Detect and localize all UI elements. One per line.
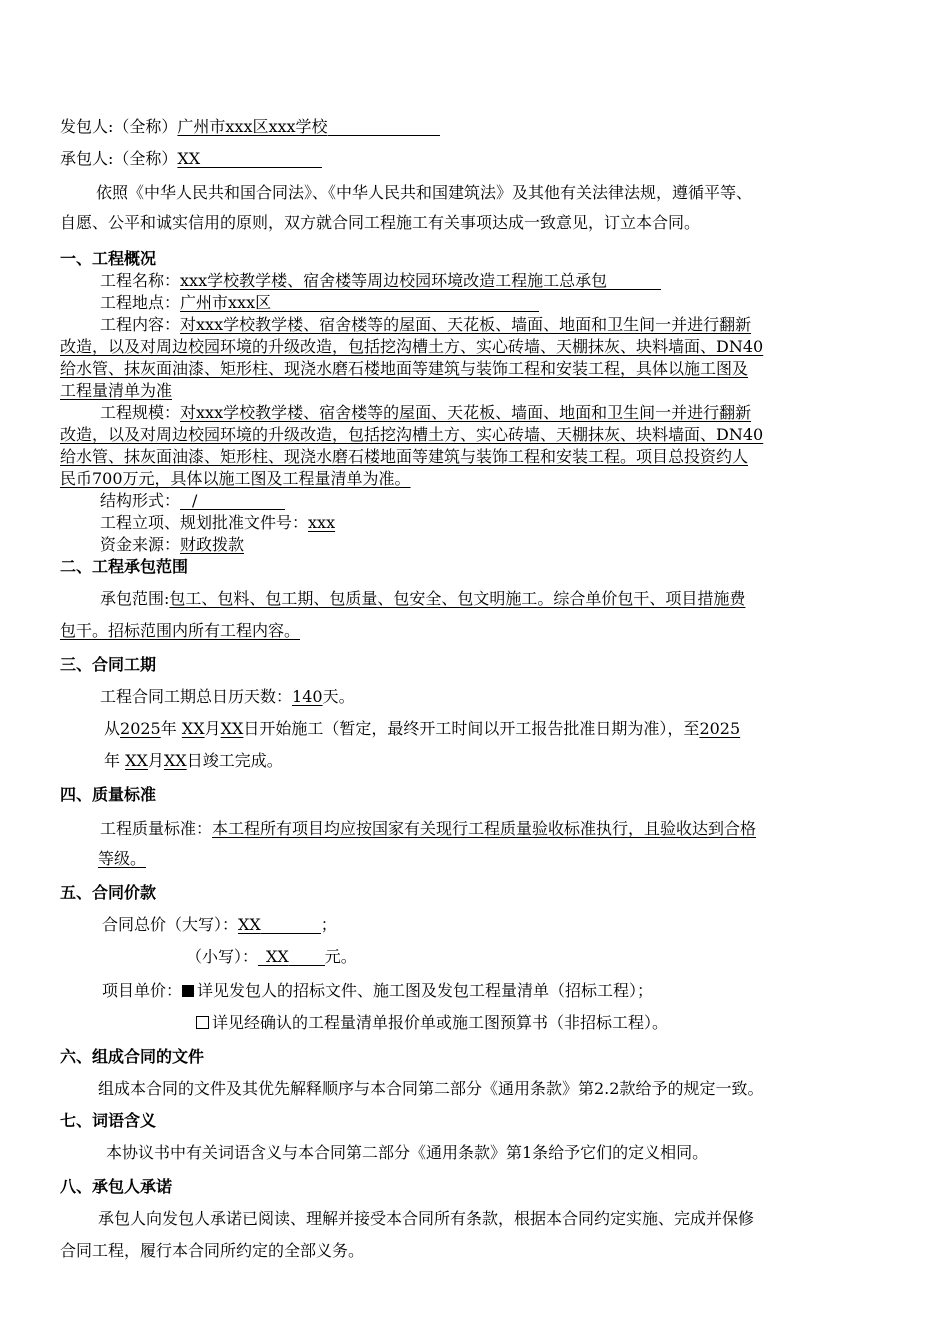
price-upper-label: 合同总价（大写）： xyxy=(102,915,239,934)
project-content-text-1: 对xxx学校教学楼、宿舍楼等的屋面、天花板、墙面、地面和卫生间一并进行翻新 xyxy=(180,315,752,334)
project-content-line-1 xyxy=(100,314,751,336)
funding-line xyxy=(100,534,244,556)
start-text: 日开始施工（暂定，最终开工时间以开工报告批准日期为准），至 xyxy=(243,719,700,738)
duration-line xyxy=(100,686,355,708)
structure-blank-pre xyxy=(180,508,192,510)
employer-blank xyxy=(328,134,440,136)
project-name-line xyxy=(100,270,661,292)
duration-unit: 天。 xyxy=(322,687,355,706)
commitment-line-1: 承包人向发包人承诺已阅读、理解并接受本合同所有条款，根据本合同约定实施、完成并保修 xyxy=(98,1209,755,1228)
structure-line xyxy=(100,490,285,512)
section-7-heading: 七、词语含义 xyxy=(60,1111,157,1130)
contractor-line xyxy=(60,148,322,170)
project-scale-line-3: 给水管、抹灰面油漆、矩形柱、现浇水磨石楼地面等建筑与装饰工程和安装工程。项目总投资约人 xyxy=(60,447,749,466)
price-lower-blank-pre xyxy=(258,964,266,966)
section-8-heading: 八、承包人承诺 xyxy=(60,1177,173,1196)
employer-line xyxy=(60,116,440,138)
section-5-heading: 五、合同价款 xyxy=(60,883,157,902)
preamble-line-1: 依照《中华人民共和国合同法》、《中华人民共和国建筑法》及其他有关法律法规，遵循平等、 xyxy=(96,183,753,202)
project-name-blank xyxy=(607,288,661,290)
section-2-heading: 二、工程承包范围 xyxy=(60,557,189,576)
start-year-word: 年 xyxy=(160,719,177,738)
end-text: 日竣工完成。 xyxy=(186,751,283,770)
documents-text: 组成本合同的文件及其优先解释顺序与本合同第二部分《通用条款》第2.2款给予的规定一致。 xyxy=(98,1079,764,1098)
project-location-line xyxy=(100,292,539,314)
unit-price-line-1 xyxy=(102,980,653,1002)
project-scale-line-2: 改造，以及对周边校园环境的升级改造，包括挖沟槽土方、实心砖墙、天棚抹灰、块料墙面、DN40 xyxy=(60,425,764,444)
price-upper-end: ； xyxy=(320,915,337,934)
scope-line-2: 包干。招标范围内所有工程内容。 xyxy=(60,621,301,640)
approval-value: xxx xyxy=(308,513,336,532)
end-year: 2025 xyxy=(699,719,741,738)
unit-price-label: 项目单价： xyxy=(102,981,183,1000)
project-location-value: 广州市xxx区 xyxy=(180,293,272,312)
structure-label: 结构形式： xyxy=(100,491,181,510)
end-day: XX xyxy=(163,751,187,770)
terms-text: 本协议书中有关词语含义与本合同第二部分《通用条款》第1条给予它们的定义相同。 xyxy=(106,1143,709,1162)
section-3-heading: 三、合同工期 xyxy=(60,655,157,674)
price-lower-line xyxy=(186,946,357,968)
quality-label: 工程质量标准： xyxy=(100,819,213,838)
commitment-line-2: 合同工程，履行本合同所约定的全部义务。 xyxy=(60,1241,365,1260)
funding-value: 财政拨款 xyxy=(180,535,245,554)
employer-name: 广州市xxx区xxx学校 xyxy=(177,117,328,136)
project-scale-label: 工程规模： xyxy=(100,403,181,422)
price-lower-label: （小写）： xyxy=(186,947,259,966)
approval-label: 工程立项、规划批准文件号： xyxy=(100,513,309,532)
price-upper-value: XX xyxy=(238,915,261,934)
price-upper-blank xyxy=(261,932,321,934)
unchecked-box-icon[interactable] xyxy=(196,1016,209,1029)
contractor-name: XX xyxy=(177,149,201,168)
end-month-word: 月 xyxy=(147,751,164,770)
quality-text-1: 本工程所有项目均应按国家有关现行工程质量验收标准执行，且验收达到合格 xyxy=(212,819,757,838)
employer-label: 发包人:（全称） xyxy=(60,117,178,136)
end-year-word: 年 xyxy=(104,751,121,770)
scope-line-1 xyxy=(100,588,745,610)
structure-value: / xyxy=(192,491,198,510)
price-lower-blank xyxy=(289,964,325,966)
scope-label: 承包范围: xyxy=(100,589,170,608)
section-4-heading: 四、质量标准 xyxy=(60,785,157,804)
project-scale-text-1: 对xxx学校教学楼、宿舍楼等的屋面、天花板、墙面、地面和卫生间一并进行翻新 xyxy=(180,403,752,422)
from-word: 从 xyxy=(104,719,121,738)
duration-days: 140 xyxy=(292,687,323,706)
section-1-heading: 一、工程概况 xyxy=(60,249,157,268)
contractor-label: 承包人:（全称） xyxy=(60,149,178,168)
project-content-label: 工程内容： xyxy=(100,315,181,334)
project-scale-line-4: 民币700万元，具体以施工图及工程量清单为准。 xyxy=(60,469,411,488)
quality-line-1 xyxy=(100,818,756,840)
price-lower-end: 元。 xyxy=(324,947,357,966)
checked-box-icon[interactable] xyxy=(182,985,194,997)
unit-price-option-1: 详见发包人的招标文件、施工图及发包工程量清单（招标工程）； xyxy=(197,981,654,1000)
project-scale-line-1 xyxy=(100,402,751,424)
start-month-word: 月 xyxy=(204,719,221,738)
contractor-blank xyxy=(200,166,322,168)
project-content-line-2: 改造，以及对周边校园环境的升级改造，包括挖沟槽土方、实心砖墙、天棚抹灰、块料墙面、DN40 xyxy=(60,337,764,356)
start-month: XX xyxy=(181,719,205,738)
preamble-line-2: 自愿、公平和诚实信用的原则，双方就合同工程施工有关事项达成一致意见，订立本合同。 xyxy=(60,213,701,232)
section-6-heading: 六、组成合同的文件 xyxy=(60,1047,205,1066)
project-location-label: 工程地点： xyxy=(100,293,181,312)
project-name-value: xxx学校教学楼、宿舍楼等周边校园环境改造工程施工总承包 xyxy=(180,271,608,290)
end-month: XX xyxy=(125,751,148,770)
structure-blank xyxy=(197,508,285,510)
end-date-line xyxy=(104,750,283,772)
duration-label: 工程合同工期总日历天数： xyxy=(100,687,293,706)
price-upper-line xyxy=(102,914,337,936)
project-location-blank xyxy=(271,310,539,312)
start-day: XX xyxy=(220,719,244,738)
quality-line-2: 等级。 xyxy=(98,849,147,868)
price-lower-value: XX xyxy=(266,947,289,966)
project-content-line-3: 给水管、抹灰面油漆、矩形柱、现浇水磨石楼地面等建筑与装饰工程和安装工程，具体以施工图及 xyxy=(60,359,749,378)
start-date-line xyxy=(104,718,740,740)
project-content-line-4: 工程量清单为准 xyxy=(60,381,173,400)
funding-label: 资金来源： xyxy=(100,535,181,554)
project-name-label: 工程名称： xyxy=(100,271,181,290)
start-year: 2025 xyxy=(120,719,161,738)
unit-price-option-2: 详见经确认的工程量清单报价单或施工图预算书（非招标工程）。 xyxy=(212,1013,669,1032)
scope-text-1: 包工、包料、包工期、包质量、包安全、包文明施工。综合单价包干、项目措施费 xyxy=(169,589,746,608)
approval-line xyxy=(100,512,335,534)
unit-price-line-2 xyxy=(196,1012,668,1034)
